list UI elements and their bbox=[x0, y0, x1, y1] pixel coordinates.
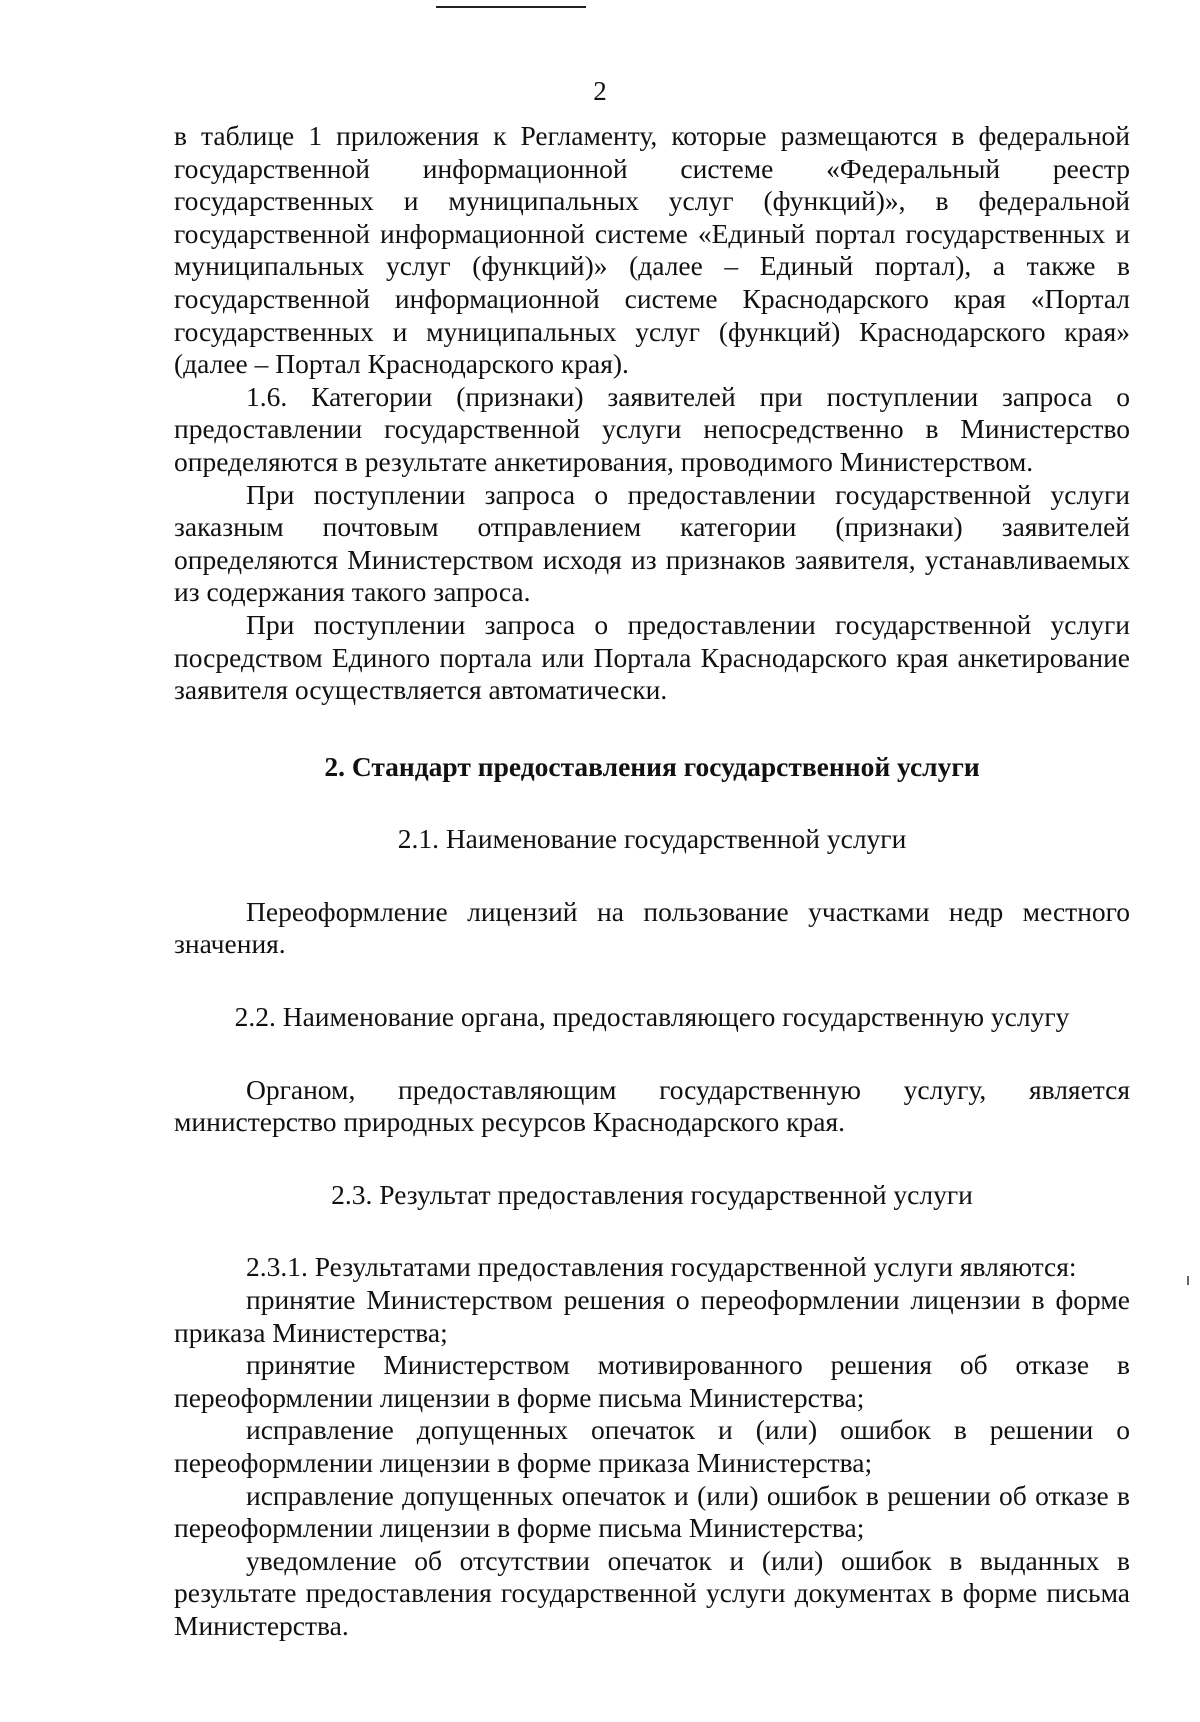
result-item: исправление допущенных опечаток и (или) ошибок в решении о переоформлении лицензии в форме приказа Министерства; bbox=[174, 1414, 1130, 1478]
result-item: принятие Министерством решения о переоформлении лицензии в форме приказа Министерства; bbox=[174, 1284, 1130, 1348]
scan-speck bbox=[1187, 1276, 1189, 1285]
result-item: уведомление об отсутствии опечаток и (или) ошибок в выданных в результате предоставления государственной услуги документах в форме письма Министерства. bbox=[174, 1544, 1130, 1641]
paragraph-intro: в таблице 1 приложения к Регламенту, которые размещаются в федеральной государственной информационной системе «Федеральный реестр государственных и муниципальных услуг (функций)», в федеральной государственной информационной системе «Единый портал государственных и муниципальных услуг (функций)» (далее – Единый портал), а также в государственной информационной системе Краснодарского края «Портал государственных и муниципальных услуг (функций) Краснодарского края» (далее – Портал Краснодарского края). bbox=[174, 120, 1130, 380]
section-2-1-text: Переоформление лицензий на пользование участками недр местного значения. bbox=[174, 895, 1130, 960]
paragraph-1-6: 1.6. Категории (признаки) заявителей при поступлении запроса о предоставлении государственной услуги непосредственно в Министерство определяются в результате анкетирования, проводимого Министерством. bbox=[174, 380, 1130, 477]
result-item: исправление допущенных опечаток и (или) ошибок в решении об отказе в переоформлении лицензии в форме письма Министерства; bbox=[174, 1479, 1130, 1544]
section-2-3-1: 2.3.1. Результатами предоставления государственной услуги являются: bbox=[246, 1251, 1077, 1283]
section-2-3-title: 2.3. Результат предоставления государственной услуги bbox=[331, 1178, 973, 1210]
document-body bbox=[174, 120, 1130, 1643]
section-2-1-title: 2.1. Наименование государственной услуги bbox=[397, 823, 907, 855]
result-item: принятие Министерством мотивированного решения об отказе в переоформлении лицензии в форме письма Министерства; bbox=[174, 1349, 1130, 1413]
paragraph-mail: При поступлении запроса о предоставлении государственной услуги заказным почтовым отправлением категории (признаки) заявителей определяются Министерством исходя из признаков заявителя, устанавливаемых из содержания такого запроса. bbox=[174, 478, 1130, 608]
paragraph-portal: При поступлении запроса о предоставлении государственной услуги посредством Единого портала или Портала Краснодарского края анкетирование заявителя осуществляется автоматически. bbox=[174, 608, 1130, 706]
top-rule bbox=[436, 6, 586, 8]
page-number: 2 bbox=[593, 76, 607, 106]
section-2-title: 2. Стандарт предоставления государственной услуги bbox=[324, 750, 980, 782]
section-2-2-text: Органом, предоставляющим государственную услугу, является министерство природных ресурсов Краснодарского края. bbox=[174, 1073, 1130, 1138]
section-2-2-title: 2.2. Наименование органа, предоставляющего государственную услугу bbox=[234, 1001, 1070, 1033]
